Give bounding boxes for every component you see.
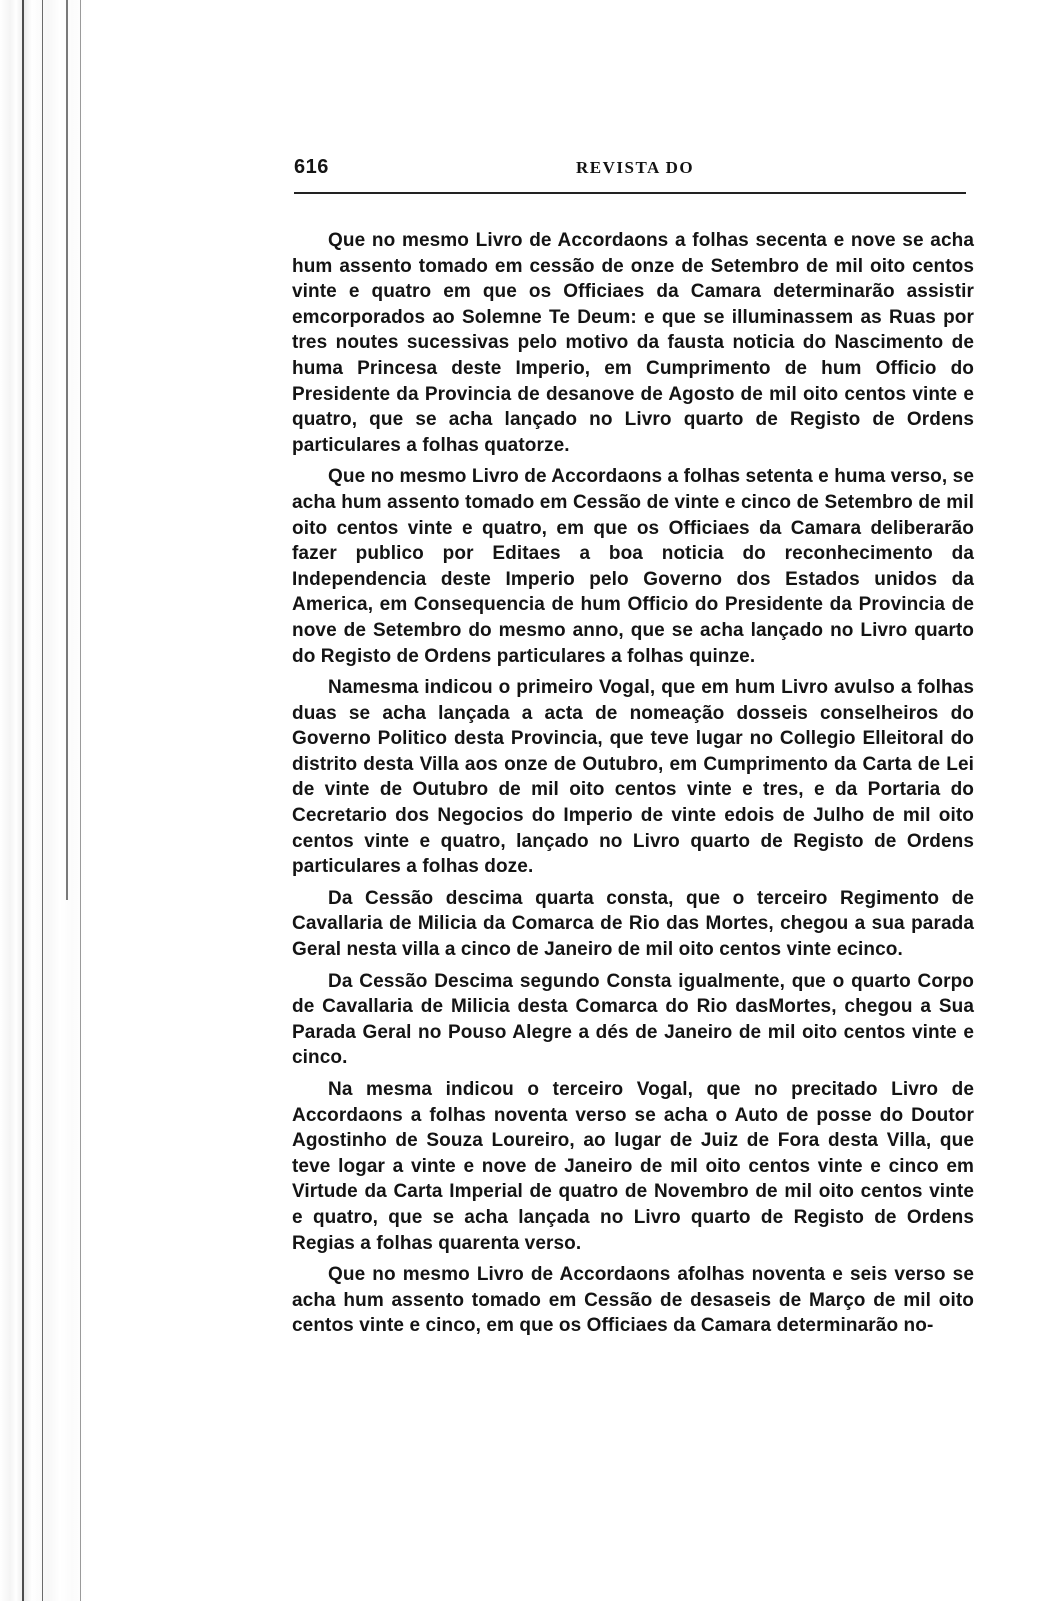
paragraph: Na mesma indicou o terceiro Vogal, que no precitado Livro de Accordaons a folhas noventa verso se acha o Auto de posse do Doutor Agostinho de Souza Loureiro, ao lugar de Juiz de Fora desta Villa, que teve logar a vinte e nove de Janeiro de mil oito centos vinte e cinco em Virtude da Carta Imperial de quatro de Novembro de mil oito centos vinte e quatro, que se acha lançada no Livro quarto de Registo de Ordens Regias a folhas quarenta verso.	[292, 1079, 974, 1254]
paragraph: Que no mesmo Livro de Accordaons afolhas noventa e seis verso se acha hum assento tomado em Cessão de desaseis de Março de mil oito centos vinte e cinco, em que os Officiaes da Camara determinarão no-	[292, 1264, 974, 1337]
page-number: 616	[294, 156, 329, 178]
page-binding-edge	[0, 0, 86, 1601]
paragraph: Que no mesmo Livro de Accordaons a folhas secenta e nove se acha hum assento tomado em cessão de onze de Setembro de mil oito centos vinte e quatro em que os Officiaes da Camara determinarão assistir emcorporados ao Solemne Te Deum: e que se illuminassem as Ruas por tres noutes sucessivas pelo motivo da fausta noticia do Nascimento de huma Princesa deste Imperio, em Cumprimento de hum Officio do Presidente da Provincia de desanove de Agosto de mil oito centos vinte e quatro, que se acha lançado no Livro quarto de Registo de Ordens particulares a folhas quatorze.	[292, 230, 974, 456]
binding-line	[66, 0, 68, 900]
paragraph: Namesma indicou o primeiro Vogal, que em hum Livro avulso a folhas duas se acha lançada a acta de nomeação dosseis conselheiros do Governo Politico desta Provincia, que teve lugar no Collegio Elleitoral do distrito desta Villa aos onze de Outubro, em Cumprimento da Carta de Lei de vinte de Outubro de mil oito centos vinte e tres, e da Portaria do Cecretario dos Negocios do Imperio de vinte edois de Julho de mil oito centos vinte e quatro, lançado no Livro quarto de Registo de Ordens particulares a folhas doze.	[292, 677, 974, 878]
running-head: REVISTA DO	[576, 158, 695, 177]
binding-line	[80, 0, 81, 1601]
body-text	[292, 228, 974, 1345]
binding-line	[22, 0, 24, 1601]
page-header	[294, 156, 962, 182]
paragraph: Da Cessão descima quarta consta, que o terceiro Regimento de Cavallaria de Milicia da Comarca de Rio das Mortes, chegou a sua parada Geral nesta villa a cinco de Janeiro de mil oito centos vinte ecinco.	[292, 887, 974, 961]
paragraph: Da Cessão Descima segundo Consta igualmente, que o quarto Corpo de Cavallaria de Milicia desta Comarca do Rio dasMortes, chegou a Sua Parada Geral no Pouso Alegre a dés de Janeiro de mil oito centos vinte e cinco.	[292, 970, 974, 1069]
paragraph: Que no mesmo Livro de Accordaons a folhas setenta e huma verso, se acha hum assento tomado em Cessão de vinte e cinco de Setembro de mil oito centos vinte e quatro, em que os Officiaes da Camara deliberarão fazer publico por Editaes a boa noticia do reconhecimento da Independencia deste Imperio pelo Governo dos Estados unidos da America, em Consequencia de hum Officio do Presidente da Provincia de nove de Setembro do mesmo anno, que se acha lançado no Livro quarto do Registo de Ordens particulares a folhas quinze.	[292, 466, 974, 667]
binding-line	[42, 0, 43, 1601]
header-rule	[294, 192, 966, 194]
